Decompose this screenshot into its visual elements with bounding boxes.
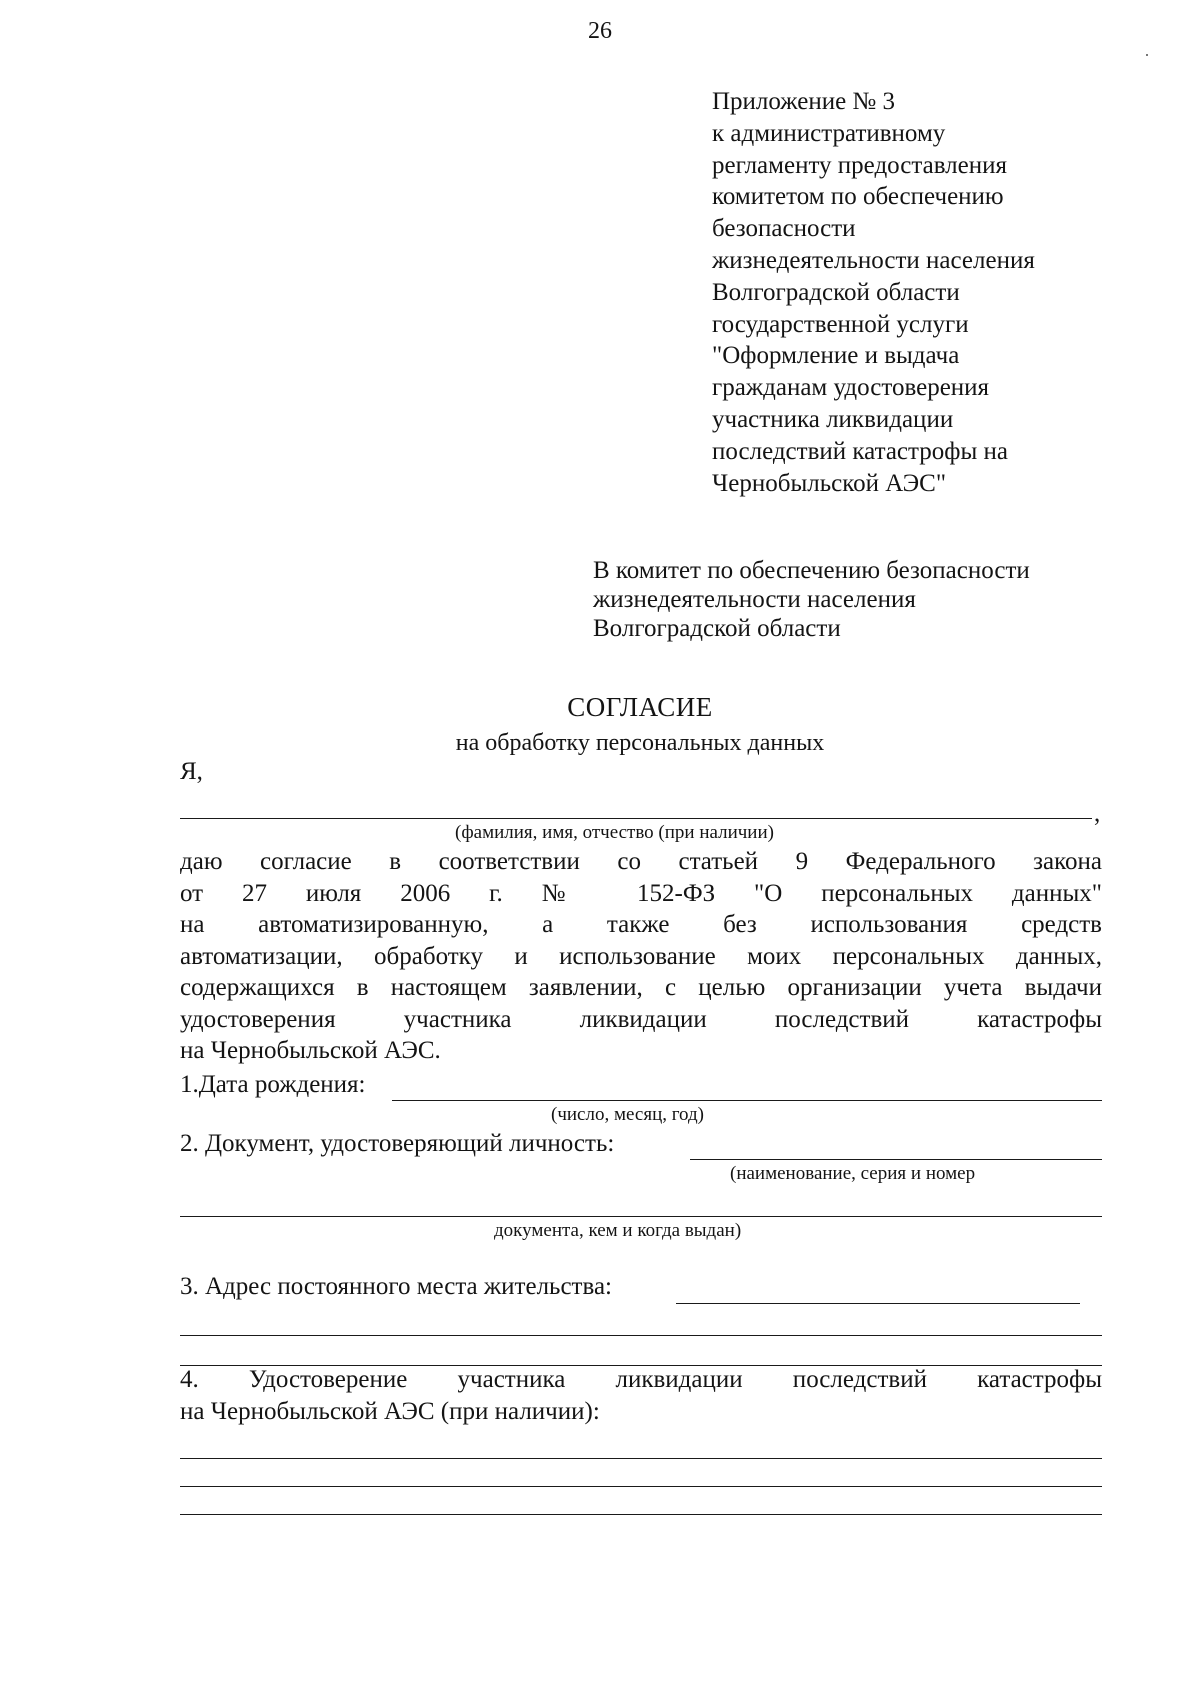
birthdate-label: 1.Дата рождения: — [180, 1071, 366, 1098]
document-title: СОГЛАСИЕ — [567, 692, 713, 722]
fio-comma: , — [1094, 800, 1101, 827]
certificate-field-line-1[interactable] — [180, 1458, 1102, 1459]
certificate-section — [180, 1364, 1102, 1427]
appendix-line: к административному — [712, 119, 946, 147]
appendix-line: Чернобыльской АЭС" — [712, 469, 947, 497]
addressee-line: жизнедеятельности населения — [593, 586, 916, 613]
appendix-line: "Оформление и выдача — [712, 342, 960, 370]
certificate-field-line-2[interactable] — [180, 1486, 1102, 1487]
consent-line: удостоверения участника ликвидации последствий катастрофы — [180, 1005, 1102, 1033]
addressee-line: В комитет по обеспечению безопасности — [593, 557, 1030, 584]
consent-line: на Чернобыльской АЭС. — [180, 1037, 441, 1064]
appendix-block — [712, 86, 1035, 499]
address-field-line-2[interactable] — [180, 1335, 1102, 1336]
identity-document-label: 2. Документ, удостоверяющий личность: — [180, 1130, 615, 1157]
addressee-line: Волгоградской области — [593, 615, 841, 642]
appendix-line: жизнедеятельности населения — [712, 246, 1035, 274]
scan-speck — [1146, 54, 1148, 56]
appendix-line: государственной услуги — [712, 310, 969, 338]
consent-line: автоматизации, обработку и использование моих персональных данных, — [180, 942, 1102, 970]
identity-document-field-line[interactable] — [690, 1159, 1102, 1160]
birthdate-field-line[interactable] — [392, 1100, 1102, 1101]
ya-label: Я, — [180, 758, 203, 785]
consent-text — [180, 846, 1102, 1067]
appendix-line: Приложение № 3 — [712, 88, 896, 115]
fio-field-line[interactable] — [180, 818, 1092, 819]
appendix-line: регламенту предоставления — [712, 151, 1008, 179]
consent-line: от 27 июля 2006 г. № 152-ФЗ "О персональных данных" — [180, 879, 1102, 907]
page-number: 26 — [588, 18, 612, 44]
appendix-line: Волгоградской области — [712, 278, 960, 306]
identity-document-hint-1: (наименование, серия и номер — [730, 1163, 976, 1184]
identity-document-field-line-2[interactable] — [180, 1216, 1102, 1217]
appendix-line: последствий катастрофы на — [712, 437, 1008, 465]
addressee-block — [593, 556, 1030, 643]
consent-line: даю согласие в соответствии со статьей 9 Федерального закона — [180, 848, 1102, 875]
appendix-line: участника ликвидации — [712, 405, 954, 433]
address-label: 3. Адрес постоянного места жительства: — [180, 1273, 612, 1300]
consent-line: содержащихся в настоящем заявлении, с целью организации учета выдачи — [180, 974, 1102, 1001]
address-field-line[interactable] — [676, 1303, 1080, 1304]
certificate-field-line-3[interactable] — [180, 1514, 1102, 1515]
appendix-line: безопасности — [712, 215, 856, 243]
certificate-line: 4. Удостоверение участника ликвидации последствий катастрофы — [180, 1366, 1102, 1393]
fio-hint: (фамилия, имя, отчество (при наличии) — [455, 822, 774, 843]
appendix-line: комитетом по обеспечению — [712, 183, 1004, 211]
appendix-line: гражданам удостоверения — [712, 374, 990, 402]
document-subtitle: на обработку персональных данных — [455, 730, 825, 756]
consent-line: на автоматизированную, а также без использования средств — [180, 911, 1102, 938]
certificate-line: на Чернобыльской АЭС (при наличии): — [180, 1397, 600, 1425]
birthdate-hint: (число, месяц, год) — [551, 1104, 705, 1125]
identity-document-hint-2: документа, кем и когда выдан) — [494, 1220, 742, 1241]
